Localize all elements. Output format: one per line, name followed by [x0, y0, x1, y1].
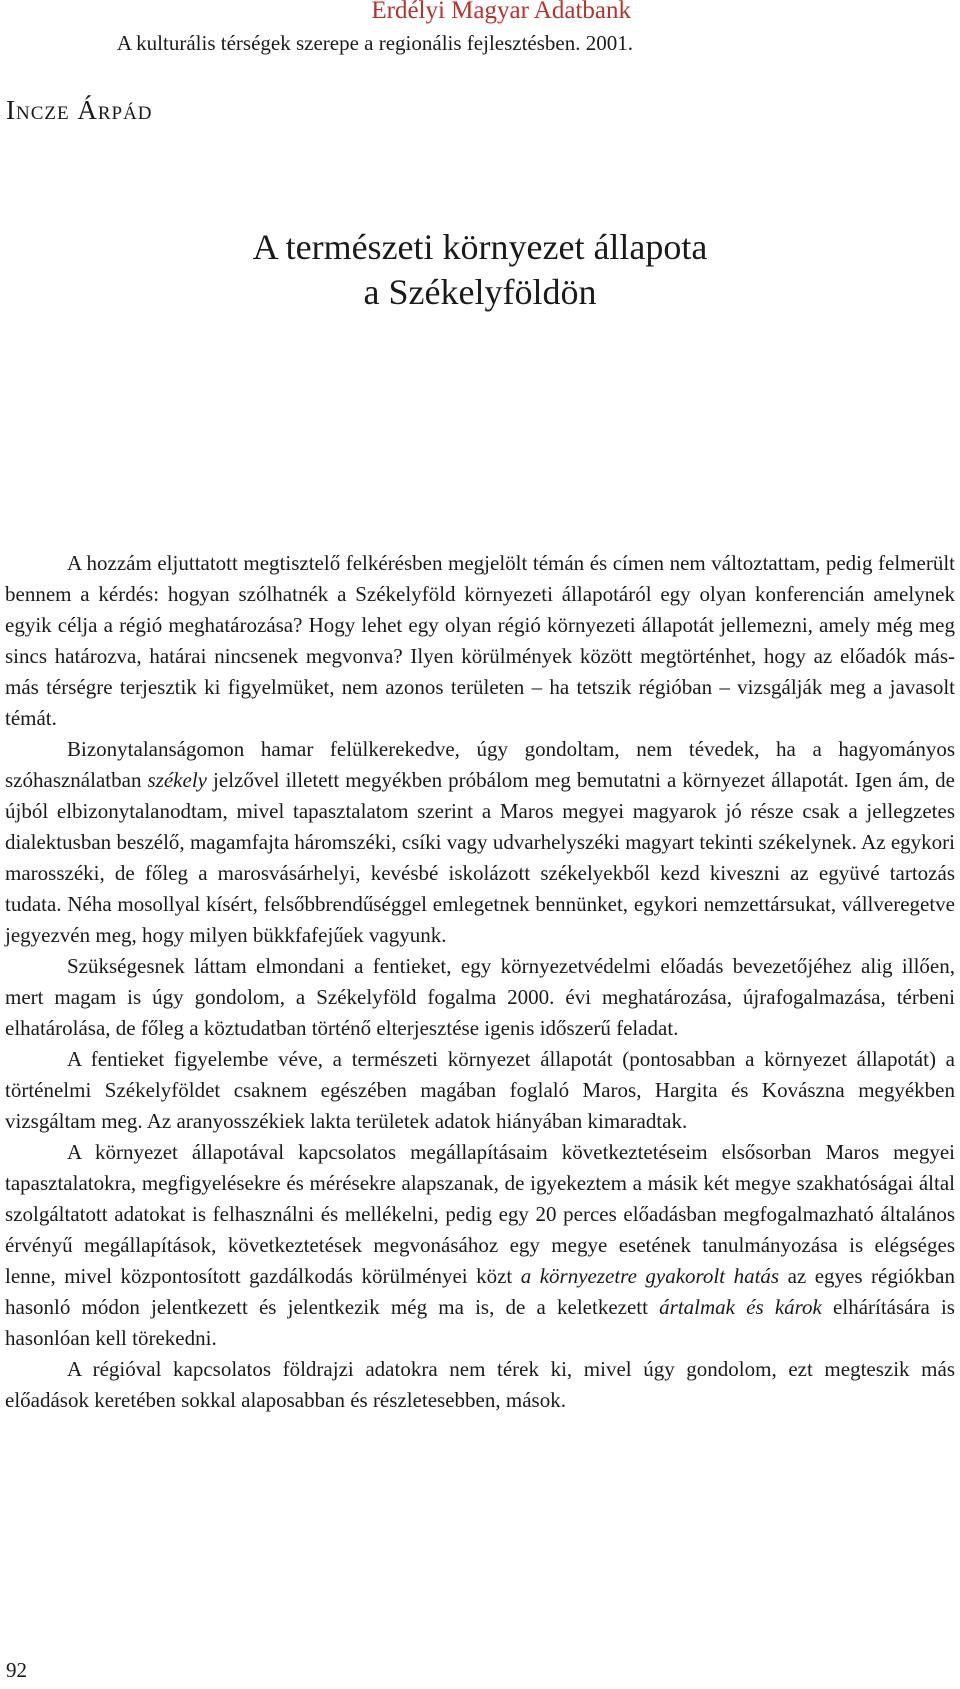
paragraph-2 — [5, 734, 955, 951]
paragraph-5 — [5, 1137, 955, 1354]
paragraph-6: A régióval kapcsolatos földrajzi adatokra nem térek ki, mivel úgy gondolom, ezt megteszik más előadások keretében sokkal alaposabban és részletesebben, mások. — [5, 1357, 955, 1412]
paragraph-5-text-b: az egyes régiókban hasonló módon jelentkezett és jelentkezik még ma is, de a keletkezett — [5, 1264, 955, 1319]
paragraph-5-text-c: elhárítására is hasonlóan kell törekedni. — [5, 1295, 955, 1350]
header-series: A kulturális térségek szerepe a regionális fejlesztésben. 2001. — [116, 31, 633, 55]
paragraph-2-text-a: Bizonytalanságomon hamar felülkerekedve, úgy gondoltam, nem tévedek, ha a hagyományos szóhasználatban — [5, 737, 955, 792]
header-organization: Erdélyi Magyar Adatbank — [371, 0, 631, 24]
paragraph-5-emphasis-2: ártalmak és károk — [659, 1295, 822, 1319]
title-line-2: a Székelyföldön — [363, 272, 597, 312]
page-number: 92 — [6, 1658, 27, 1682]
paragraph-5-text-a: A környezet állapotával kapcsolatos megállapításaim következtetéseim elsősorban Maros megyei tapasztalatokra, megfigyelésekre és mérésekre alapszanak, de igyekeztem a másik két megye szakhatóságai által szolgáltatott adatokat is felhasználni és mellékelni, pedig egy 20 perces előadásban megfogalmazható általános érvényű megállapítások, következtetések megvonásához egy megye esetének tanulmányozása is elégséges lenne, mivel központosított gazdálkodás körülményei közt — [5, 1140, 955, 1288]
paragraph-2-emphasis: székely — [147, 768, 207, 792]
title-line-1: A természeti környezet állapota — [252, 227, 708, 267]
paragraph-1: A hozzám eljuttatott megtisztelő felkérésben megjelölt témán és címen nem változtattam, pedig felmerült bennem a kérdés: hogyan szólhatnék a Székelyföld környezeti állapotáról egy olyan konferencián amelynek egyik célja a régió meghatározása? Hogy lehet egy olyan régió környezeti állapotát jellemezni, amely még meg sincs határozva, határai nincsenek megvonva? Ilyen körülmények között megtörténhet, hogy az előadók más-más térségre terjesztik ki figyelmüket, nem azonos területen – ha tetszik régióban – vizsgálják meg a javasolt témát. — [5, 551, 955, 730]
article-body — [5, 548, 955, 1416]
article-title — [0, 225, 960, 315]
paragraph-5-emphasis-1: a környezetre gyakorolt hatás — [520, 1264, 780, 1288]
paragraph-3: Szükségesnek láttam elmondani a fentieket, egy környezetvédelmi előadás bevezetőjéhez alig illően, mert magam is úgy gondolom, a Székelyföld fogalma 2000. évi meghatározása, újrafogalmazása, térbeni elhatárolása, de főleg a köztudatban történő elterjesztése igenis időszerű feladat. — [5, 954, 955, 1040]
paragraph-2-text-b: jelzővel illetett megyékben próbálom meg bemutatni a környezet állapotát. Igen ám, de újból elbizonytalanodtam, mivel tapasztalatom szerint a Maros megyei magyarok jó része csak a jellegzetes dialektusban beszélő, magamfajta háromszéki, csíki vagy udvarhelyszéki magyart tekinti székelynek. Az egykori marosszéki, de főleg a marosvásárhelyi, kevésbé iskolázott székelyekből kezd kiveszni az együvé tartozás tudata. Néha mosollyal kísért, felsőbbrendűséggel emlegetnek bennünket, egykori nemzettársukat, vállveregetve jegyezvén meg, hogy milyen bükkfafejűek vagyunk. — [5, 768, 955, 947]
paragraph-4: A fentieket figyelembe véve, a természeti környezet állapotát (pontosabban a környezet állapotát) a történelmi Székelyföldet csaknem egészében magában foglaló Maros, Hargita és Kovászna megyékben vizsgáltam meg. Az aranyosszékiek lakta területek adatok hiányában kimaradtak. — [5, 1047, 955, 1133]
author-name: Incze Árpád — [6, 95, 153, 125]
